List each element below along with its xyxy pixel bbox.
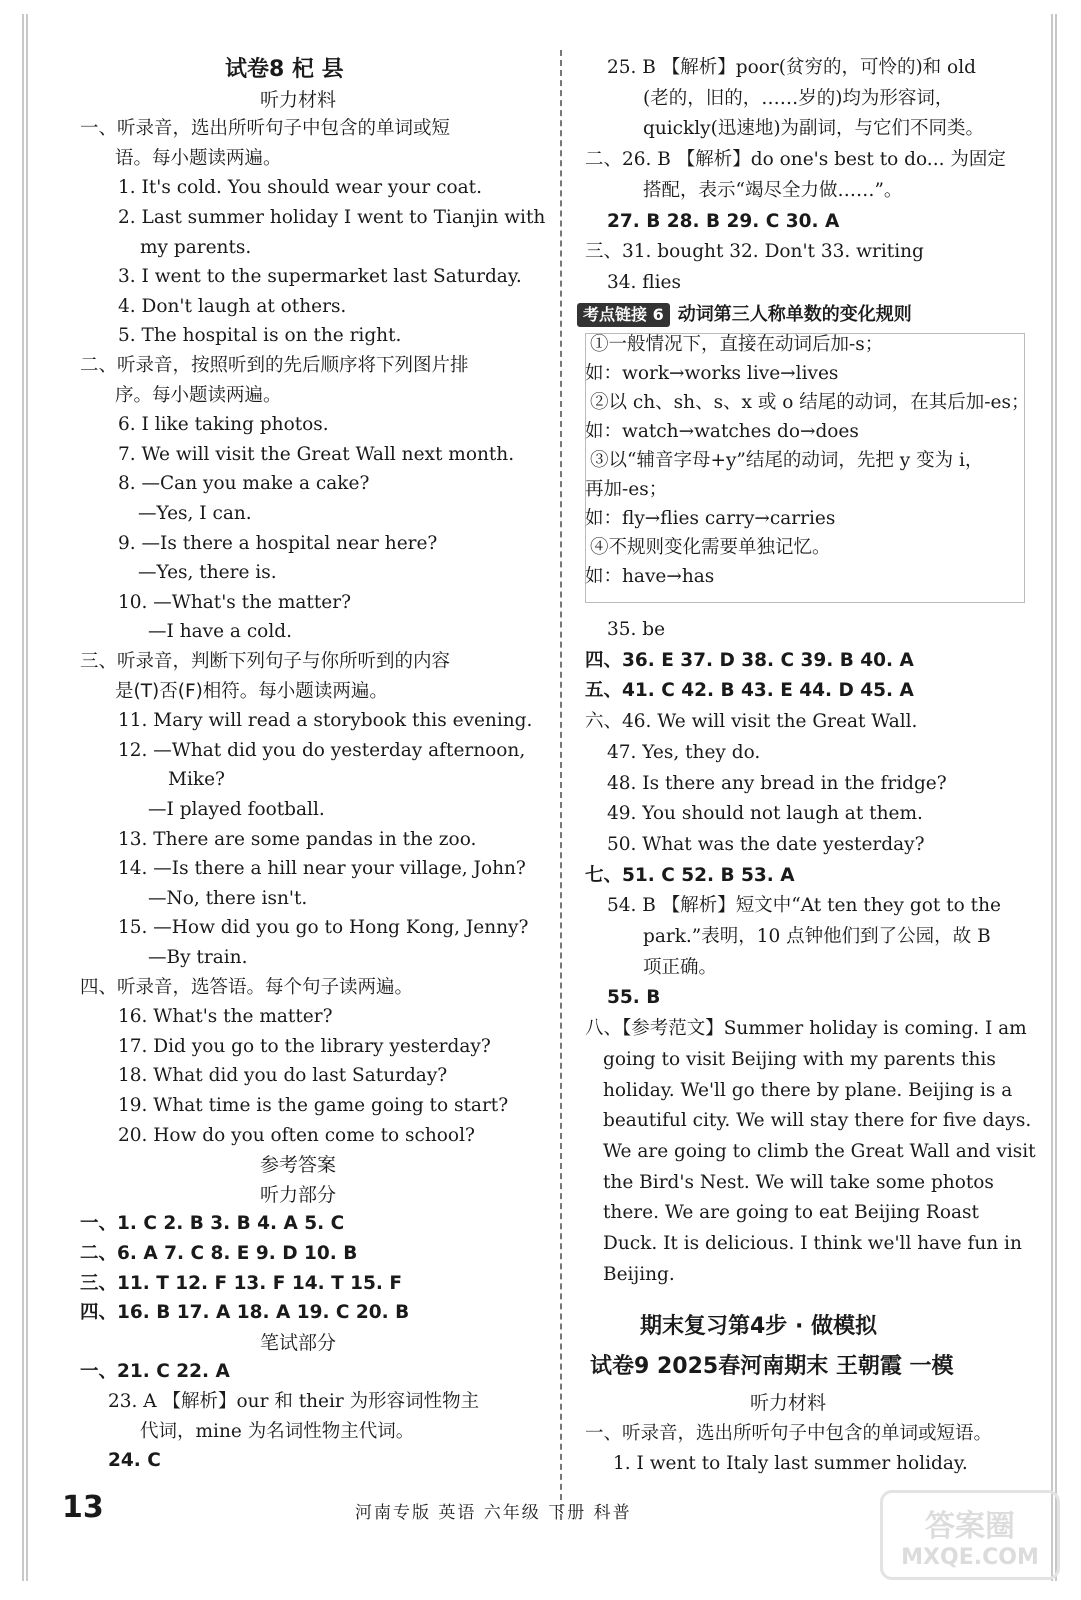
left-line: 18. What did you do last Saturday? [118, 1065, 448, 1087]
right-line: 1. I went to Italy last summer holiday. [613, 1453, 968, 1475]
right-line: ②以 ch、sh、s、x 或 o 结尾的动词，在其后加-es； [590, 392, 1030, 413]
right-line: the Bird's Nest. We will take some photos [603, 1171, 994, 1193]
right-line: 六、46. We will visit the Great Wall. [585, 711, 918, 733]
right-line: 如：have→has [585, 566, 715, 587]
left-line: 二、6. A 7. C 8. E 9. D 10. B [80, 1243, 358, 1264]
left-line: —By train. [148, 947, 248, 968]
left-line: 17. Did you go to the library yesterday? [118, 1035, 491, 1057]
tip-title: 动词第三人称单数的变化规则 [677, 304, 912, 325]
right-line: We are going to climb the Great Wall and visit [603, 1140, 1036, 1162]
right-line: park.”表明，10 点钟他们到了公园，故 B [643, 926, 991, 947]
right-line: ③以“辅音字母+y”结尾的动词，先把 y 变为 i， [590, 450, 984, 471]
right-line: 八、【参考范文】Summer holiday is coming. I am [585, 1018, 1027, 1040]
right-line: 项正确。 [643, 956, 718, 978]
left-line: 15. —How did you go to Hong Kong, Jenny? [118, 917, 529, 939]
watermark-bottom: MXQE.COM [901, 1545, 1039, 1570]
tip-badge: 考点链接 6 [577, 303, 670, 327]
left-line: 试卷8 杞 县 [225, 57, 344, 82]
right-line: 四、36. E 37. D 38. C 39. B 40. A [585, 649, 914, 671]
right-line: 期末复习第4步 · 做模拟 [640, 1314, 877, 1339]
left-line: 参考答案 [260, 1154, 337, 1177]
right-line: beautiful city. We will stay there for five days. [603, 1110, 1032, 1132]
right-line: 25. B 【解析】poor(贫穷的，可怜的)和 old [607, 57, 976, 78]
left-line: 9. —Is there a hospital near here? [118, 532, 438, 554]
right-line: (老的，旧的，……岁的)均为形容词， [643, 87, 954, 109]
tip-header [577, 300, 912, 330]
left-line: 2. Last summer holiday I went to Tianjin with [118, 207, 546, 228]
left-line: 23. A 【解析】our 和 their 为形容词性物主 [108, 1391, 480, 1412]
right-line: 试卷9 2025春河南期末 王朝霞 一模 [590, 1354, 954, 1379]
left-line: 19. What time is the game going to start? [118, 1095, 509, 1116]
right-line: 34. flies [607, 271, 681, 293]
right-line: 如：fly→flies carry→carries [585, 508, 836, 529]
right-line: Beijing. [603, 1263, 675, 1285]
right-line: 49. You should not laugh at them. [607, 803, 923, 825]
left-line: —Yes, I can. [138, 503, 252, 524]
right-line: 五、41. C 42. B 43. E 44. D 45. A [585, 680, 914, 702]
left-line: 8. —Can you make a cake? [118, 473, 370, 495]
left-line: —I played football. [148, 799, 325, 820]
right-line: going to visit Beijing with my parents this [603, 1048, 996, 1070]
left-line: 7. We will visit the Great Wall next month. [118, 443, 515, 465]
right-line: 搭配，表示“竭尽全力做……”。 [643, 179, 903, 201]
right-line: 二、26. B 【解析】do one's best to do... 为固定 [585, 149, 1006, 171]
left-line: 24. C [108, 1450, 161, 1472]
left-line: —I have a cold. [148, 621, 292, 643]
left-line: 听力材料 [260, 88, 337, 111]
left-line: 20. How do you often come to school? [118, 1124, 475, 1146]
footer-text: 河南专版 英语 六年级 下册 科普 [355, 1503, 632, 1523]
watermark-top: 答案圈 [925, 1509, 1015, 1544]
right-line: 27. B 28. B 29. C 30. A [607, 210, 840, 232]
left-line: 序。每小题读两遍。 [115, 384, 282, 406]
left-line: 一、听录音，选出所听句子中包含的单词或短 [80, 118, 451, 140]
right-line: there. We are going to eat Beijing Roast [603, 1202, 979, 1224]
left-line: 一、1. C 2. B 3. B 4. A 5. C [80, 1213, 345, 1235]
left-line: Mike? [168, 769, 225, 791]
right-line: 如：work→works live→lives [585, 363, 839, 384]
right-line: quickly(迅速地)为副词，与它们不同类。 [643, 118, 985, 140]
left-line: 3. I went to the supermarket last Saturday. [118, 266, 522, 288]
column-divider [560, 50, 562, 1520]
left-line: 13. There are some pandas in the zoo. [118, 828, 477, 850]
left-line: 6. I like taking photos. [118, 414, 329, 436]
left-line: 听力部分 [260, 1183, 337, 1206]
right-line: 七、51. C 52. B 53. A [585, 864, 795, 886]
right-line: 48. Is there any bread in the fridge? [607, 772, 947, 794]
left-line: 16. What's the matter? [118, 1006, 333, 1028]
left-line: 1. It's cold. You should wear your coat. [118, 177, 483, 199]
left-line: —No, there isn't. [148, 887, 308, 909]
right-line: ①一般情况下，直接在动词后加-s； [590, 334, 884, 355]
left-line: 4. Don't laugh at others. [118, 295, 347, 317]
right-line: 再加-es； [585, 479, 668, 500]
right-line: 三、31. bought 32. Don't 33. writing [585, 241, 924, 263]
left-line: 语。每小题读两遍。 [115, 147, 282, 169]
right-line: 如：watch→watches do→does [585, 421, 859, 442]
left-line: my parents. [140, 236, 252, 258]
watermark-logo [880, 1490, 1060, 1580]
page-number: 13 [62, 1490, 104, 1525]
right-line: 35. be [607, 619, 666, 640]
left-line: 11. Mary will read a storybook this evening. [118, 710, 533, 732]
left-line: 是(T)否(F)相符。每小题读两遍。 [115, 680, 388, 702]
left-line: 四、听录音，选答语。每个句子读两遍。 [80, 976, 414, 998]
left-line: 二、听录音，按照听到的先后顺序将下列图片排 [80, 355, 469, 376]
left-line: 10. —What's the matter? [118, 591, 351, 613]
right-line: 听力材料 [750, 1392, 827, 1414]
left-line: 三、11. T 12. F 13. F 14. T 15. F [80, 1272, 402, 1294]
left-line: 12. —What did you do yesterday afternoon, [118, 739, 526, 761]
right-line: holiday. We'll go there by plane. Beijing is a [603, 1079, 1013, 1101]
right-line: ④不规则变化需要单独记忆。 [590, 537, 831, 558]
right-line: 50. What was the date yesterday? [607, 833, 925, 855]
right-line: Duck. It is delicious. I think we'll have fun in [603, 1233, 1022, 1254]
left-line: 代词，mine 为名词性物主代词。 [140, 1420, 415, 1442]
left-line: 四、16. B 17. A 18. A 19. C 20. B [80, 1302, 410, 1324]
right-line: 55. B [607, 987, 661, 1009]
left-line: 14. —Is there a hill near your village, John? [118, 858, 526, 880]
right-line: 54. B 【解析】短文中“At ten they got to the [607, 895, 1001, 917]
left-line: 5. The hospital is on the right. [118, 325, 402, 347]
left-line: 一、21. C 22. A [80, 1361, 230, 1383]
left-line: —Yes, there is. [138, 562, 277, 584]
left-line: 三、听录音，判断下列句子与你所听到的内容 [80, 651, 451, 672]
right-line: 47. Yes, they do. [607, 741, 761, 763]
left-line: 笔试部分 [260, 1331, 337, 1354]
right-line: 一、听录音，选出所听句子中包含的单词或短语。 [585, 1422, 993, 1444]
